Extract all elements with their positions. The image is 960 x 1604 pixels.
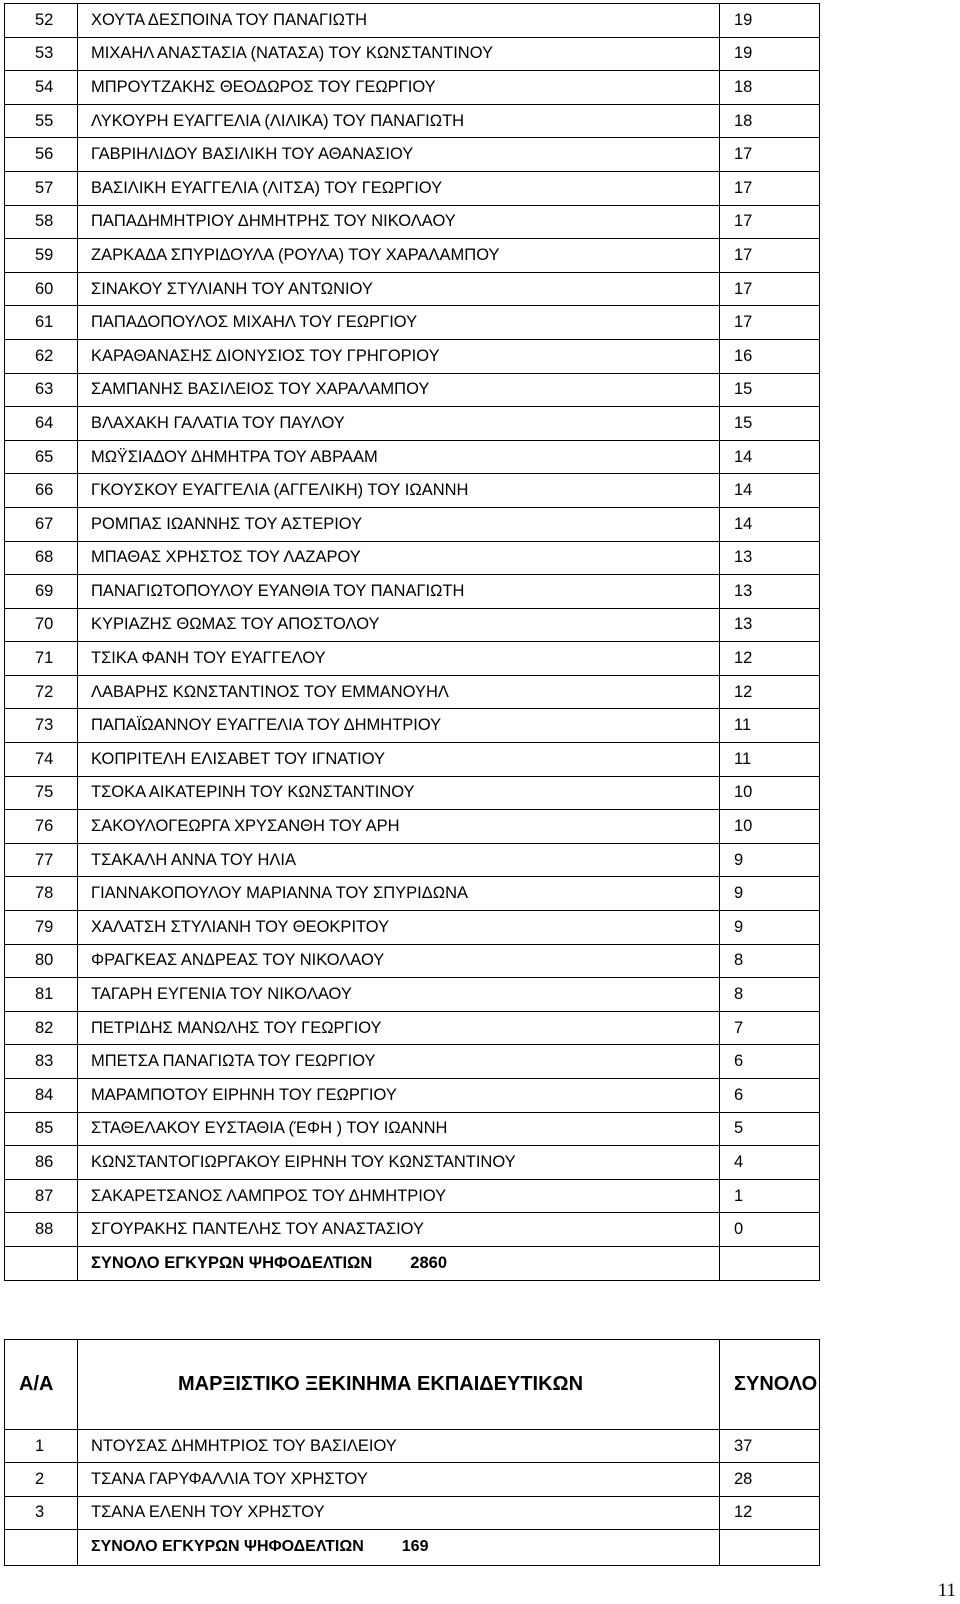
row-number: 65 [5,440,78,474]
row-number: 68 [5,541,78,575]
candidates-table-2-body [5,1340,820,1566]
vote-count: 17 [720,239,820,273]
candidate-name: ΣΑΜΠΑΝΗΣ ΒΑΣΙΛΕΙΟΣ ΤΟΥ ΧΑΡΑΛΑΜΠΟΥ [78,373,720,407]
row-number: 74 [5,743,78,777]
candidate-name: ΝΤΟΥΣΑΣ ΔΗΜΗΤΡΙΟΣ ΤΟΥ ΒΑΣΙΛΕΙΟΥ [78,1430,720,1463]
candidate-name: ΤΣΑΝΑ ΕΛΕΝΗ ΤΟΥ ΧΡΗΣΤΟΥ [78,1496,720,1529]
row-number: 3 [5,1496,78,1529]
candidate-name: ΜΩΫΣΙΑΔΟΥ ΔΗΜΗΤΡΑ ΤΟΥ ΑΒΡΑΑΜ [78,440,720,474]
total-label: ΣΥΝΟΛΟ ΕΓΚΥΡΩΝ ΨΗΦΟΔΕΛΤΙΩΝ [91,1253,373,1272]
candidate-name: ΣΑΚΟΥΛΟΓΕΩΡΓΑ ΧΡΥΣΑΝΘΗ ΤΟΥ ΑΡΗ [78,810,720,844]
vote-count: 4 [720,1146,820,1180]
candidate-name: ΖΑΡΚΑΔΑ ΣΠΥΡΙΔΟΥΛΑ (ΡΟΥΛΑ) ΤΟΥ ΧΑΡΑΛΑΜΠΟΥ [78,239,720,273]
table-header-row [5,1340,820,1430]
table-row [5,373,820,407]
row-number: 1 [5,1430,78,1463]
header-party-name: ΜΑΡΞΙΣΤΙΚΟ ΞΕΚΙΝΗΜΑ ΕΚΠΑΙΔΕΥΤΙΚΩΝ [78,1340,720,1430]
vote-count: 11 [720,709,820,743]
table-row [5,339,820,373]
total-value: 169 [401,1538,429,1556]
vote-count: 19 [720,4,820,38]
total-label: ΣΥΝΟΛΟ ΕΓΚΥΡΩΝ ΨΗΦΟΔΕΛΤΙΩΝ [91,1538,364,1556]
table-row [5,507,820,541]
vote-count: 14 [720,507,820,541]
row-number: 67 [5,507,78,541]
vote-count: 18 [720,104,820,138]
row-number: 73 [5,709,78,743]
vote-count: 14 [720,474,820,508]
row-number: 70 [5,608,78,642]
vote-count: 9 [720,911,820,945]
candidate-name: ΠΑΠΑΔΟΠΟΥΛΟΣ ΜΙΧΑΗΛ ΤΟΥ ΓΕΩΡΓΙΟΥ [78,306,720,340]
row-number: 55 [5,104,78,138]
table-row [5,877,820,911]
vote-count: 11 [720,743,820,777]
row-number: 83 [5,1045,78,1079]
table-row [5,474,820,508]
candidate-name: ΓΙΑΝΝΑΚΟΠΟΥΛΟΥ ΜΑΡΙΑΝΝΑ ΤΟΥ ΣΠΥΡΙΔΩΝΑ [78,877,720,911]
candidate-name: ΧΟΥΤΑ ΔΕΣΠΟΙΝΑ ΤΟΥ ΠΑΝΑΓΙΩΤΗ [78,4,720,38]
total-value: 2860 [410,1253,448,1272]
total-label-cell [78,1246,720,1280]
table-row [5,709,820,743]
row-number: 72 [5,675,78,709]
table-row [5,104,820,138]
vote-count: 8 [720,944,820,978]
row-number: 63 [5,373,78,407]
vote-count: 13 [720,541,820,575]
table-row [5,911,820,945]
table-row [5,1079,820,1113]
candidates-table-1-body [5,4,820,1281]
table-row [5,1430,820,1463]
row-number: 84 [5,1079,78,1113]
row-number: 56 [5,138,78,172]
table-row [5,608,820,642]
candidate-name: ΒΛΑΧΑΚΗ ΓΑΛΑΤΙΑ ΤΟΥ ΠΑΥΛΟΥ [78,407,720,441]
table-row [5,440,820,474]
row-number: 69 [5,575,78,609]
vote-count: 9 [720,877,820,911]
vote-count: 13 [720,608,820,642]
row-number: 77 [5,843,78,877]
vote-count: 19 [720,37,820,71]
table-row [5,71,820,105]
total-row-blank-end [720,1529,820,1565]
candidate-name: ΚΩΝΣΤΑΝΤΟΓΙΩΡΓΑΚΟΥ ΕΙΡΗΝΗ ΤΟΥ ΚΩΝΣΤΑΝΤΙΝΟΥ [78,1146,720,1180]
vote-count: 6 [720,1079,820,1113]
table-row [5,1463,820,1496]
candidate-name: ΜΠΑΘΑΣ ΧΡΗΣΤΟΣ ΤΟΥ ΛΑΖΑΡΟΥ [78,541,720,575]
row-number: 58 [5,205,78,239]
table-row [5,541,820,575]
candidate-name: ΜΑΡΑΜΠΟΤΟΥ ΕΙΡΗΝΗ ΤΟΥ ΓΕΩΡΓΙΟΥ [78,1079,720,1113]
candidate-name: ΠΑΠΑΪΩΑΝΝΟΥ ΕΥΑΓΓΕΛΙΑ ΤΟΥ ΔΗΜΗΤΡΙΟΥ [78,709,720,743]
table-row [5,171,820,205]
row-number: 59 [5,239,78,273]
vote-count: 10 [720,810,820,844]
vote-count: 15 [720,407,820,441]
table-row [5,1011,820,1045]
total-row-blank-end [720,1246,820,1280]
candidate-name: ΤΣΑΝΑ ΓΑΡΥΦΑΛΛΙΑ ΤΟΥ ΧΡΗΣΤΟΥ [78,1463,720,1496]
row-number: 80 [5,944,78,978]
vote-count: 17 [720,306,820,340]
row-number: 88 [5,1213,78,1247]
table-row [5,1112,820,1146]
vote-count: 18 [720,71,820,105]
vote-count: 12 [720,675,820,709]
total-row [5,1529,820,1565]
candidate-name: ΚΑΡΑΘΑΝΑΣΗΣ ΔΙΟΝΥΣΙΟΣ ΤΟΥ ΓΡΗΓΟΡΙΟΥ [78,339,720,373]
candidate-name: ΣΑΚΑΡΕΤΣΑΝΟΣ ΛΑΜΠΡΟΣ ΤΟΥ ΔΗΜΗΤΡΙΟΥ [78,1179,720,1213]
header-aa: Α/Α [5,1340,78,1430]
table-row [5,743,820,777]
candidate-name: ΒΑΣΙΛΙΚΗ ΕΥΑΓΓΕΛΙΑ (ΛΙΤΣΑ) ΤΟΥ ΓΕΩΡΓΙΟΥ [78,171,720,205]
table-row [5,306,820,340]
vote-count: 5 [720,1112,820,1146]
table-row [5,239,820,273]
header-total: ΣΥΝΟΛΟ [720,1340,820,1430]
vote-count: 6 [720,1045,820,1079]
candidate-name: ΠΑΝΑΓΙΩΤΟΠΟΥΛΟΥ ΕΥΑΝΘΙΑ ΤΟΥ ΠΑΝΑΓΙΩΤΗ [78,575,720,609]
total-label-cell [78,1529,720,1565]
candidate-name: ΦΡΑΓΚΕΑΣ ΑΝΔΡΕΑΣ ΤΟΥ ΝΙΚΟΛΑΟΥ [78,944,720,978]
table-row [5,407,820,441]
vote-count: 28 [720,1463,820,1496]
vote-count: 16 [720,339,820,373]
vote-count: 8 [720,978,820,1012]
page-number: 11 [937,1580,956,1601]
table-row [5,4,820,38]
candidate-name: ΛΥΚΟΥΡΗ ΕΥΑΓΓΕΛΙΑ (ΛΙΛΙΚΑ) ΤΟΥ ΠΑΝΑΓΙΩΤΗ [78,104,720,138]
row-number: 85 [5,1112,78,1146]
row-number: 71 [5,642,78,676]
row-number: 75 [5,776,78,810]
candidate-name: ΤΣΟΚΑ ΑΙΚΑΤΕΡΙΝΗ ΤΟΥ ΚΩΝΣΤΑΝΤΙΝΟΥ [78,776,720,810]
candidate-name: ΓΑΒΡΙΗΛΙΔΟΥ ΒΑΣΙΛΙΚΗ ΤΟΥ ΑΘΑΝΑΣΙΟΥ [78,138,720,172]
candidate-name: ΠΕΤΡΙΔΗΣ ΜΑΝΩΛΗΣ ΤΟΥ ΓΕΩΡΓΙΟΥ [78,1011,720,1045]
table-row [5,205,820,239]
table-row [5,1179,820,1213]
row-number: 61 [5,306,78,340]
vote-count: 15 [720,373,820,407]
candidate-name: ΣΓΟΥΡΑΚΗΣ ΠΑΝΤΕΛΗΣ ΤΟΥ ΑΝΑΣΤΑΣΙΟΥ [78,1213,720,1247]
candidate-name: ΧΑΛΑΤΣΗ ΣΤΥΛΙΑΝΗ ΤΟΥ ΘΕΟΚΡΙΤΟΥ [78,911,720,945]
candidate-name: ΓΚΟΥΣΚΟΥ ΕΥΑΓΓΕΛΙΑ (ΑΓΓΕΛΙΚΗ) ΤΟΥ ΙΩΑΝΝΗ [78,474,720,508]
table-row [5,272,820,306]
candidate-name: ΤΣΑΚΑΛΗ ΑΝΝΑ ΤΟΥ ΗΛΙΑ [78,843,720,877]
row-number: 81 [5,978,78,1012]
table-row [5,675,820,709]
table-row [5,1146,820,1180]
vote-count: 10 [720,776,820,810]
row-number: 52 [5,4,78,38]
row-number: 87 [5,1179,78,1213]
row-number: 64 [5,407,78,441]
vote-count: 17 [720,171,820,205]
row-number: 54 [5,71,78,105]
table-row [5,1496,820,1529]
row-number: 53 [5,37,78,71]
vote-count: 12 [720,642,820,676]
vote-count: 17 [720,272,820,306]
total-row [5,1246,820,1280]
row-number: 62 [5,339,78,373]
candidates-table-2 [4,1339,820,1566]
candidate-name: ΚΥΡΙΑΖΗΣ ΘΩΜΑΣ ΤΟΥ ΑΠΟΣΤΟΛΟΥ [78,608,720,642]
row-number: 66 [5,474,78,508]
candidate-name: ΚΟΠΡΙΤΕΛΗ ΕΛΙΣΑΒΕΤ ΤΟΥ ΙΓΝΑΤΙΟΥ [78,743,720,777]
vote-count: 1 [720,1179,820,1213]
candidate-name: ΤΑΓΑΡΗ ΕΥΓΕΝΙΑ ΤΟΥ ΝΙΚΟΛΑΟΥ [78,978,720,1012]
candidate-name: ΛΑΒΑΡΗΣ ΚΩΝΣΤΑΝΤΙΝΟΣ ΤΟΥ ΕΜΜΑΝΟΥΗΛ [78,675,720,709]
candidate-name: ΡΟΜΠΑΣ ΙΩΑΝΝΗΣ ΤΟΥ ΑΣΤΕΡΙΟΥ [78,507,720,541]
candidate-name: ΣΙΝΑΚΟΥ ΣΤΥΛΙΑΝΗ ΤΟΥ ΑΝΤΩΝΙΟΥ [78,272,720,306]
table-row [5,1045,820,1079]
vote-count: 37 [720,1430,820,1463]
table-row [5,1213,820,1247]
table-row [5,642,820,676]
vote-count: 13 [720,575,820,609]
table-row [5,843,820,877]
row-number: 82 [5,1011,78,1045]
row-number: 76 [5,810,78,844]
candidate-name: ΜΠΡΟΥΤΖΑΚΗΣ ΘΕΟΔΩΡΟΣ ΤΟΥ ΓΕΩΡΓΙΟΥ [78,71,720,105]
candidate-name: ΤΣΙΚΑ ΦΑΝΗ ΤΟΥ ΕΥΑΓΓΕΛΟΥ [78,642,720,676]
table-row [5,575,820,609]
vote-count: 12 [720,1496,820,1529]
row-number: 78 [5,877,78,911]
row-number: 60 [5,272,78,306]
vote-count: 17 [720,138,820,172]
vote-count: 9 [720,843,820,877]
row-number: 79 [5,911,78,945]
vote-count: 17 [720,205,820,239]
vote-count: 0 [720,1213,820,1247]
candidates-table-1 [4,3,820,1281]
candidate-name: ΜΠΕΤΣΑ ΠΑΝΑΓΙΩΤΑ ΤΟΥ ΓΕΩΡΓΙΟΥ [78,1045,720,1079]
vote-count: 7 [720,1011,820,1045]
table-row [5,978,820,1012]
table-row [5,944,820,978]
vote-count: 14 [720,440,820,474]
table-row [5,138,820,172]
total-row-blank [5,1246,78,1280]
row-number: 2 [5,1463,78,1496]
row-number: 86 [5,1146,78,1180]
table-row [5,810,820,844]
table-row [5,776,820,810]
candidate-name: ΣΤΑΘΕΛΑΚΟΥ ΕΥΣΤΑΘΙΑ (ΈΦΗ ) ΤΟΥ ΙΩΑΝΝΗ [78,1112,720,1146]
table-row [5,37,820,71]
candidate-name: ΜΙΧΑΗΛ ΑΝΑΣΤΑΣΙΑ (ΝΑΤΑΣΑ) ΤΟΥ ΚΩΝΣΤΑΝΤΙΝΟΥ [78,37,720,71]
row-number: 57 [5,171,78,205]
candidate-name: ΠΑΠΑΔΗΜΗΤΡΙΟΥ ΔΗΜΗΤΡΗΣ ΤΟΥ ΝΙΚΟΛΑΟΥ [78,205,720,239]
total-row-blank [5,1529,78,1565]
